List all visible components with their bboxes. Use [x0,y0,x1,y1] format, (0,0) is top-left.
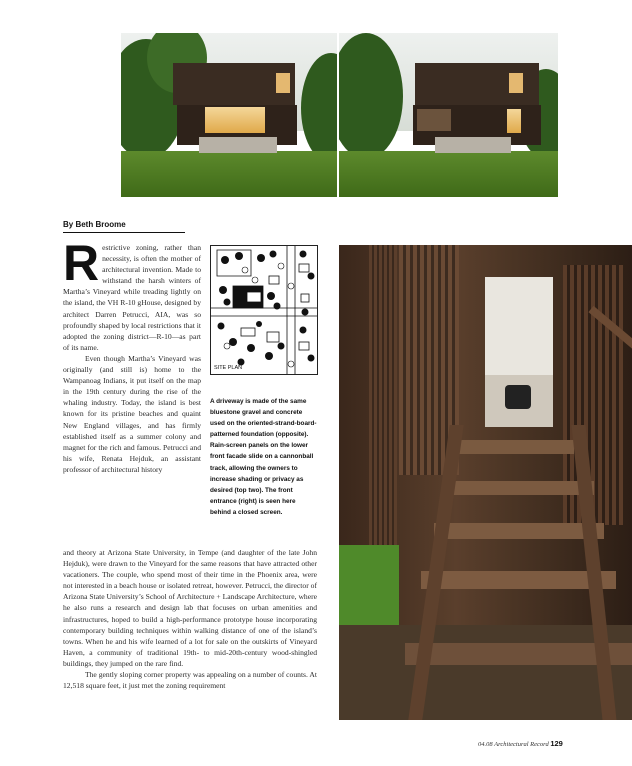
site-plan-diagram [210,245,318,375]
article-body-wide [63,547,317,691]
paragraph-1: Restrictive zoning, rather than necessity, is often the mother of architectural invention. Made to withstand the harsh winters of Martha’s Vineyard while treading lightly on the island, the VH R-10 gHouse, designed by architect Darren Petrucci, AIA, was so profoundly shaped by local restrictions that it adopted the zoning district—R-10—as part of its name. [63,235,201,352]
site-plan-drawing [211,246,317,374]
page-footer [478,739,563,748]
drop-cap: R [63,235,100,291]
page-number: 129 [550,739,563,748]
house-photo-left [121,33,337,197]
byline: By Beth Broome [63,220,126,229]
paragraph-2-continued: and theory at Arizona State University, in Tempe (and daughter of the late John Hejduk), were drawn to the Vineyard for the same reasons that have attracted other vacationers. The couple, who spend most of their time in the Phoenix area, were not interested in a beach house or isolated retreat, however. Petrucci, the director of Arizona State University’s School of Architecture + Landscape Architecture, where he also runs a research and design lab that focuses on urban amenities and infrastructures, hoped to build a high-performance prototype house incorporating contemporary building techniques within walking distance of one of the island’s towns. When he and his wife learned of a lot for sale on the outskirts of Vineyard Haven, a community of traditional 19th- to mid-20th-century wood-shingled buildings, they jumped on the rare find. [63,548,317,668]
paragraph-2-start: Even though Martha’s Vineyard was originally (and still is) home to the Wampanoag Indians, it put itself on the map in the 19th century during the rise of the whaling industry. Today, the island is best known for its pristine beaches and quaint New England villages, and has firmly established itself as a summer colony and magnet for the rich and famous. Petrucci and his wife, Renata Hejduk, an assistant professor of architectural history [63,353,201,474]
article-body-narrow [63,235,201,475]
photo-caption: A driveway is made of the same bluestone gravel and concrete used on the oriented-strand-board-patterned foundation (opposite). Rain-screen panels on the lower front facade slide on a cannonball track, allowing the owners to increase shading or privacy as desired (top two). The front entrance (right) is seen here behind a closed screen. [210,398,317,516]
entrance-stair-photo [339,245,632,720]
magazine-name: Architectural Record [494,741,549,748]
paragraph-3: The gently sloping corner property was appealing on a number of counts. At 12,518 square feet, it just met the zoning requirement [63,670,317,691]
byline-rule [63,232,185,233]
site-plan-label: SITE PLAN [214,365,243,371]
house-photo-right [339,33,558,197]
issue-date: 04.08 [478,741,493,748]
